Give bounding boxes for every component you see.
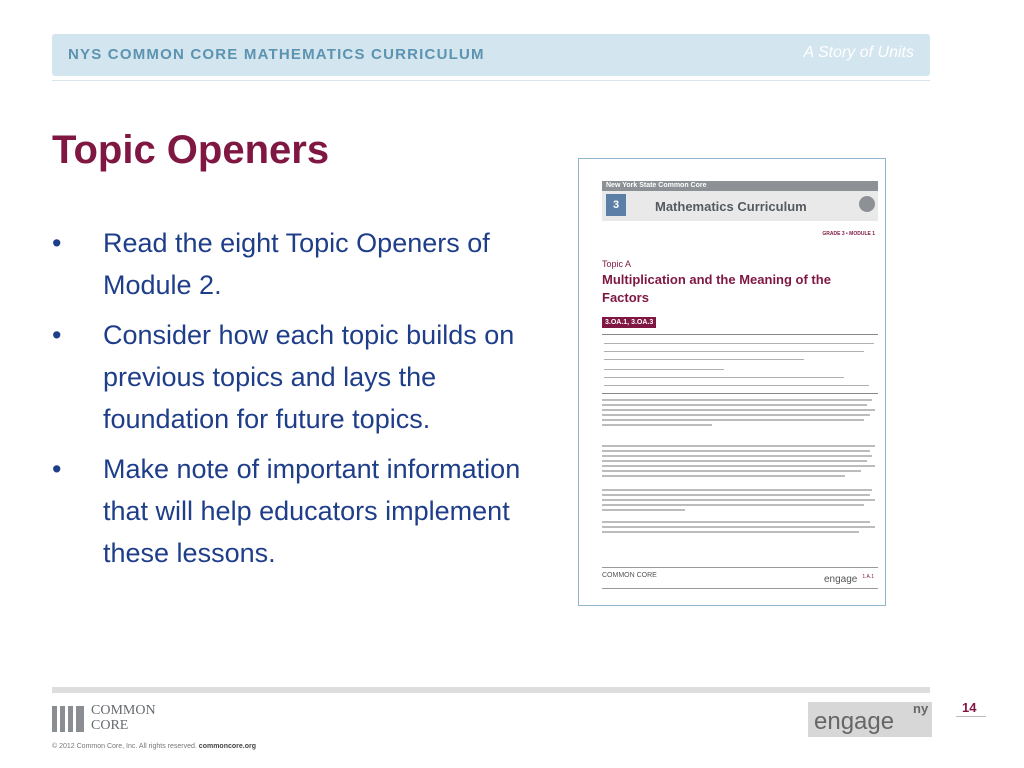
thumb-grade: 3 xyxy=(606,194,626,216)
thumb-paragraph xyxy=(602,399,878,429)
document-thumbnail xyxy=(578,158,886,606)
thumb-paragraph xyxy=(602,445,878,480)
bullet-text: Make note of important information that will help educators implement these lessons. xyxy=(103,454,521,568)
bullet-item xyxy=(52,222,552,306)
engage-ny-superscript: ny xyxy=(913,701,929,716)
thumb-table-line xyxy=(604,369,724,370)
header-divider xyxy=(52,80,930,81)
thumb-curriculum: Mathematics Curriculum xyxy=(655,199,807,214)
copyright-text: © 2012 Common Core, Inc. All rights reserved. xyxy=(52,743,197,750)
page-title: Topic Openers xyxy=(52,128,330,172)
bullet-text: Read the eight Topic Openers of Module 2. xyxy=(103,228,490,300)
bullet-icon: • xyxy=(52,320,62,350)
common-core-logo-icon xyxy=(52,706,84,732)
thumb-paragraph xyxy=(602,521,878,536)
thumb-standards: 3.OA.1, 3.OA.3 xyxy=(602,317,656,328)
thumb-footer-page: 1.A.1 xyxy=(862,574,874,580)
header-band xyxy=(52,34,930,76)
page-number: 14 xyxy=(962,700,977,715)
page-number-underline xyxy=(956,716,986,717)
thumb-table-line xyxy=(604,343,874,344)
thumb-info-table xyxy=(602,334,878,394)
footer-divider xyxy=(52,687,930,693)
thumb-topic-label: Topic A xyxy=(602,259,632,269)
bullet-text: Consider how each topic builds on previous topics and lays the foundation for future topics. xyxy=(103,320,515,434)
thumb-table-line xyxy=(604,351,864,352)
header-title: NYS COMMON CORE MATHEMATICS CURRICULUM xyxy=(68,46,485,63)
brand-line-2: CORE xyxy=(91,718,129,733)
bullet-icon: • xyxy=(52,454,62,484)
thumb-module: GRADE 3 • MODULE 1 xyxy=(822,231,875,237)
thumb-footer xyxy=(602,567,878,589)
thumb-table-line xyxy=(604,359,804,360)
thumb-band: New York State Common Core xyxy=(602,181,878,191)
thumb-footer-engage: engage xyxy=(824,574,858,585)
thumb-footer-brand: COMMON CORE xyxy=(602,572,657,579)
engage-word: engage xyxy=(814,708,895,735)
common-core-logo-text xyxy=(91,703,156,733)
copyright-link[interactable]: commoncore.org xyxy=(198,743,256,750)
engage-ny-logo xyxy=(808,702,932,737)
brand-line-1: COMMON xyxy=(91,703,156,718)
bullet-list xyxy=(52,222,552,582)
thumb-table-line xyxy=(604,377,844,378)
bullet-item xyxy=(52,448,552,574)
header-subtitle: A Story of Units xyxy=(803,44,914,61)
bullet-icon: • xyxy=(52,228,62,258)
thumb-logo-icon xyxy=(859,196,875,212)
thumb-table-line xyxy=(604,385,869,386)
copyright xyxy=(52,743,256,750)
bullet-item xyxy=(52,314,552,440)
thumb-paragraph xyxy=(602,489,878,514)
thumb-topic-heading: Multiplication and the Meaning of the Factors xyxy=(602,272,831,305)
